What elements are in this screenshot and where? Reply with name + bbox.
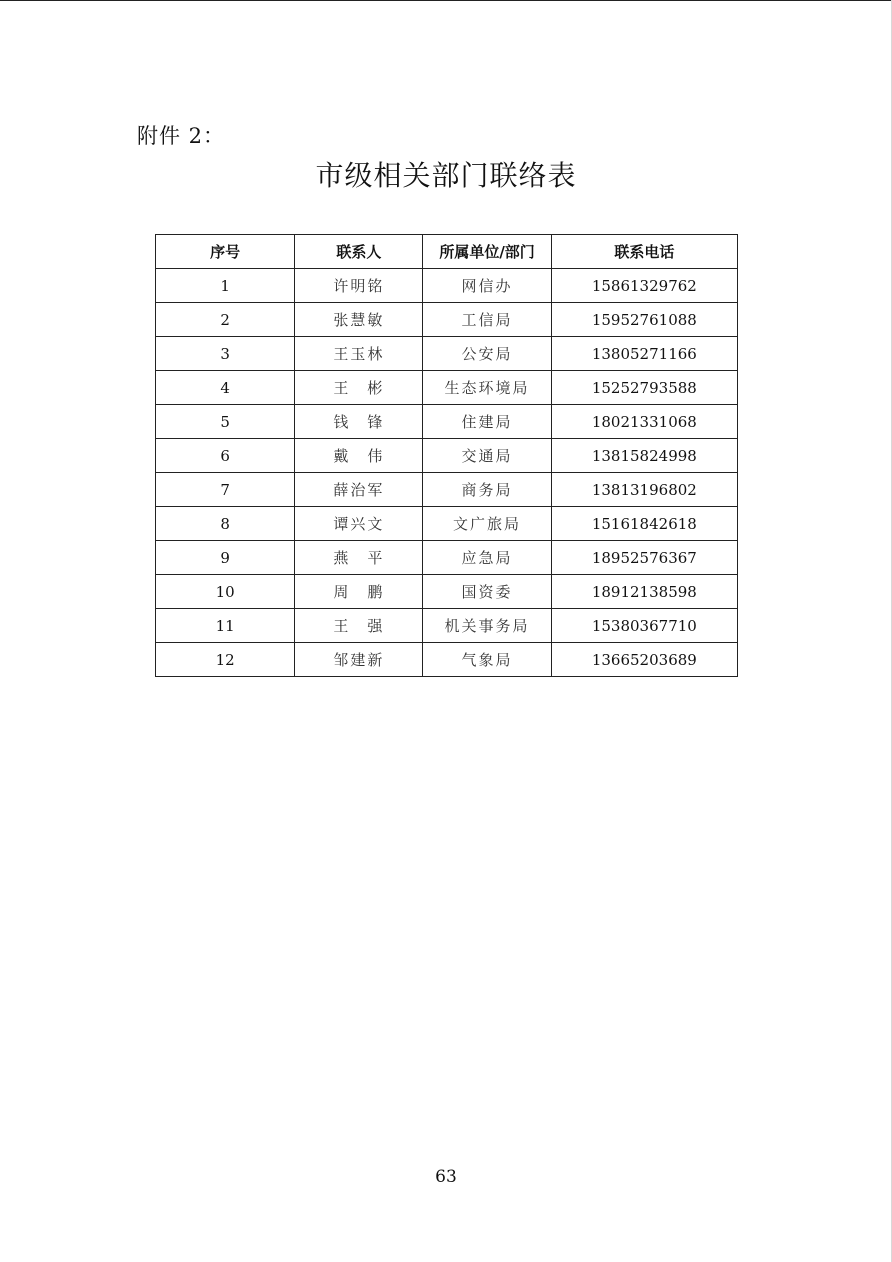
row-phone: 15161842618 (551, 507, 737, 541)
row-contact: 钱 锋 (295, 405, 423, 439)
table-row (156, 269, 738, 303)
row-phone: 15252793588 (551, 371, 737, 405)
table-header-row (156, 235, 738, 269)
table-row (156, 609, 738, 643)
top-border-line (0, 0, 892, 1)
row-contact: 薛治军 (295, 473, 423, 507)
row-unit: 机关事务局 (423, 609, 551, 643)
row-num: 6 (156, 439, 295, 473)
row-unit: 生态环境局 (423, 371, 551, 405)
row-phone: 18952576367 (551, 541, 737, 575)
row-phone: 13815824998 (551, 439, 737, 473)
row-unit: 国资委 (423, 575, 551, 609)
row-num: 5 (156, 405, 295, 439)
row-phone: 18912138598 (551, 575, 737, 609)
page-title: 市级相关部门联络表 (315, 159, 577, 192)
header-unit: 所属单位/部门 (423, 235, 551, 269)
page-number: 63 (435, 1167, 457, 1187)
row-num: 10 (156, 575, 295, 609)
row-num: 2 (156, 303, 295, 337)
row-contact: 王 强 (295, 609, 423, 643)
row-num: 11 (156, 609, 295, 643)
row-contact: 邹建新 (295, 643, 423, 677)
table-row (156, 371, 738, 405)
contact-table (155, 234, 738, 677)
row-phone: 15861329762 (551, 269, 737, 303)
row-phone: 18021331068 (551, 405, 737, 439)
header-num: 序号 (156, 235, 295, 269)
row-unit: 应急局 (423, 541, 551, 575)
table-row (156, 439, 738, 473)
table-row (156, 507, 738, 541)
row-contact: 王玉林 (295, 337, 423, 371)
row-contact: 谭兴文 (295, 507, 423, 541)
row-contact: 王 彬 (295, 371, 423, 405)
row-num: 7 (156, 473, 295, 507)
row-unit: 工信局 (423, 303, 551, 337)
table-row (156, 405, 738, 439)
table-row (156, 473, 738, 507)
row-unit: 商务局 (423, 473, 551, 507)
row-num: 12 (156, 643, 295, 677)
row-contact: 周 鹏 (295, 575, 423, 609)
row-num: 1 (156, 269, 295, 303)
row-phone: 13805271166 (551, 337, 737, 371)
row-num: 3 (156, 337, 295, 371)
table-row (156, 541, 738, 575)
header-contact: 联系人 (295, 235, 423, 269)
header-phone: 联系电话 (551, 235, 737, 269)
row-unit: 住建局 (423, 405, 551, 439)
table-row (156, 337, 738, 371)
row-phone: 13813196802 (551, 473, 737, 507)
row-num: 9 (156, 541, 295, 575)
row-phone: 13665203689 (551, 643, 737, 677)
row-contact: 许明铭 (295, 269, 423, 303)
row-unit: 文广旅局 (423, 507, 551, 541)
table-row (156, 643, 738, 677)
row-num: 4 (156, 371, 295, 405)
table-row (156, 303, 738, 337)
row-unit: 网信办 (423, 269, 551, 303)
row-contact: 张慧敏 (295, 303, 423, 337)
row-phone: 15380367710 (551, 609, 737, 643)
row-unit: 交通局 (423, 439, 551, 473)
row-num: 8 (156, 507, 295, 541)
row-unit: 公安局 (423, 337, 551, 371)
table-row (156, 575, 738, 609)
row-phone: 15952761088 (551, 303, 737, 337)
attachment-label: 附件 2： (137, 124, 226, 148)
row-contact: 燕 平 (295, 541, 423, 575)
row-unit: 气象局 (423, 643, 551, 677)
row-contact: 戴 伟 (295, 439, 423, 473)
